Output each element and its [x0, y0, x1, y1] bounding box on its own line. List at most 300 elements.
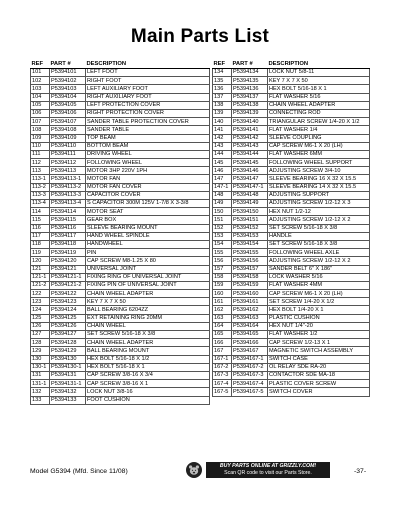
ref-cell: 130	[31, 355, 50, 363]
description-cell: BALL BEARING MOUNT	[86, 347, 210, 355]
ref-cell: 159	[213, 281, 232, 289]
table-row	[213, 118, 370, 126]
table-row	[31, 183, 210, 191]
description-cell: S CAPACITOR 300M 125V 1-7/8 X 3-3/8	[86, 200, 210, 208]
description-cell: SWITCH COVER	[268, 388, 370, 396]
description-cell: HEX BOLT 5/16-18 X 1	[86, 363, 210, 371]
part-number-cell: P5394156	[232, 257, 268, 265]
table-row	[213, 101, 370, 109]
ref-cell: 136	[213, 85, 232, 93]
table-row	[31, 314, 210, 322]
description-cell: SLEEVE BEARING MOUNT	[86, 224, 210, 232]
ref-cell: 161	[213, 298, 232, 306]
table-row	[31, 224, 210, 232]
description-cell: ADJUSTING SCREW 1/2-12 X 3	[268, 200, 370, 208]
part-number-cell: P5394130	[50, 355, 86, 363]
part-number-cell: P5394151	[232, 216, 268, 224]
part-number-cell: P5394131	[50, 371, 86, 379]
ref-cell: 162	[213, 306, 232, 314]
ref-cell: 138	[213, 101, 232, 109]
ref-cell: 153	[213, 232, 232, 240]
description-cell: TOP BEAM	[86, 134, 210, 142]
table-row	[213, 298, 370, 306]
part-number-cell: P5394141	[232, 126, 268, 134]
ref-cell: 121-1	[31, 273, 50, 281]
ref-cell: 120	[31, 257, 50, 265]
part-number-cell: P5394152	[232, 224, 268, 232]
description-cell: EXT RETAINING RING 20MM	[86, 314, 210, 322]
table-row	[31, 142, 210, 150]
parts-table-left	[30, 60, 210, 405]
description-cell: SET SCREW 5/16-18 X 3/8	[268, 240, 370, 248]
ref-cell: 142	[213, 134, 232, 142]
description-cell: KEY 7 X 7 X 50	[268, 77, 370, 85]
table-row	[31, 273, 210, 281]
table-row	[213, 85, 370, 93]
col-header-part: PART #	[50, 60, 86, 69]
description-cell: HANDLE	[268, 232, 370, 240]
ref-cell: 111	[31, 150, 50, 158]
part-number-cell: P5394134	[232, 69, 268, 77]
ref-cell: 107	[31, 118, 50, 126]
part-number-cell: P5394102	[50, 77, 86, 85]
description-cell: UNIVERSAL JOINT	[86, 265, 210, 273]
part-number-cell: P5394113-3	[50, 191, 86, 199]
description-cell: DRIVING WHEEL	[86, 150, 210, 158]
table-row	[213, 69, 370, 77]
description-cell: CAP SCREW M6-1 X 20 (LH)	[268, 142, 370, 150]
parts-store-banner[interactable]	[206, 462, 330, 478]
table-row	[213, 159, 370, 167]
part-number-cell: P5394125	[50, 314, 86, 322]
part-number-cell: P5394167-2	[232, 363, 268, 371]
part-number-cell: P5394111	[50, 150, 86, 158]
table-row	[31, 265, 210, 273]
description-cell: KEY 7 X 7 X 50	[86, 298, 210, 306]
description-cell: HEX BOLT 5/16-18 X 1	[268, 85, 370, 93]
part-number-cell: P5394129	[50, 347, 86, 355]
description-cell: FLAT WASHER 1/2	[268, 331, 370, 339]
parts-table-right	[212, 60, 370, 397]
part-number-cell: P5394137	[232, 93, 268, 101]
description-cell: FOLLOWING WHEEL SUPPORT	[268, 159, 370, 167]
description-cell: MOTOR SEAT	[86, 208, 210, 216]
table-row	[213, 249, 370, 257]
ref-cell: 101	[31, 69, 50, 77]
part-number-cell: P5394130-1	[50, 363, 86, 371]
table-row	[213, 93, 370, 101]
table-row	[31, 118, 210, 126]
description-cell: FIXING PIN OF UNIVERSAL JOINT	[86, 281, 210, 289]
table-row	[31, 126, 210, 134]
description-cell: CHAIN WHEEL	[86, 322, 210, 330]
table-row	[31, 208, 210, 216]
part-number-cell: P5394167	[232, 347, 268, 355]
description-cell: ADJUSTING SUPPORT	[268, 191, 370, 199]
table-row	[213, 77, 370, 85]
ref-cell: 133	[31, 396, 50, 404]
table-row	[213, 232, 370, 240]
table-row	[213, 167, 370, 175]
part-number-cell: P5394121-1	[50, 273, 86, 281]
part-number-cell: P5394140	[232, 118, 268, 126]
ref-cell: 150	[213, 208, 232, 216]
part-number-cell: P5394124	[50, 306, 86, 314]
description-cell: FLAT WASHER 6MM	[268, 150, 370, 158]
part-number-cell: P5394144	[232, 150, 268, 158]
table-row	[31, 134, 210, 142]
description-cell: SANDER TABLE PROTECTION COVER	[86, 118, 210, 126]
description-cell: BOTTOM BEAM	[86, 142, 210, 150]
ref-cell: 149	[213, 200, 232, 208]
ref-cell: 115	[31, 216, 50, 224]
description-cell: HAND WHEEL SPINDLE	[86, 232, 210, 240]
table-row	[213, 183, 370, 191]
ref-cell: 132	[31, 388, 50, 396]
description-cell: MOTOR 3HP 220V 1PH	[86, 167, 210, 175]
part-number-cell: P5394163	[232, 314, 268, 322]
table-row	[31, 85, 210, 93]
part-number-cell: P5394150	[232, 208, 268, 216]
description-cell: ADJUSTING SCREW 1/2-12 X 2	[268, 257, 370, 265]
ref-cell: 148	[213, 191, 232, 199]
description-cell: FOLLOWING WHEEL AXLE	[268, 249, 370, 257]
part-number-cell: P5394118	[50, 240, 86, 248]
ref-cell: 146	[213, 167, 232, 175]
ref-cell: 114	[31, 208, 50, 216]
part-number-cell: P5394119	[50, 249, 86, 257]
ref-cell: 127	[31, 331, 50, 339]
description-cell: ADJUSTING SCREW 3/4-10	[268, 167, 370, 175]
description-cell: SANDER TABLE	[86, 126, 210, 134]
table-row	[213, 224, 370, 232]
part-number-cell: P5394167-5	[232, 388, 268, 396]
part-number-cell: P5394138	[232, 101, 268, 109]
description-cell: CAP SCREW 1/2-13 X 1	[268, 339, 370, 347]
ref-cell: 130-1	[31, 363, 50, 371]
ref-cell: 141	[213, 126, 232, 134]
table-row	[213, 273, 370, 281]
table-row	[31, 159, 210, 167]
description-cell: MOTOR FAN COVER	[86, 183, 210, 191]
ref-cell: 109	[31, 134, 50, 142]
banner-subtext: Scan QR code to visit our Parts Store.	[224, 470, 312, 476]
table-row	[213, 150, 370, 158]
description-cell: FLAT WASHER 5/16	[268, 93, 370, 101]
part-number-cell: P5394159	[232, 281, 268, 289]
description-cell: PIN	[86, 249, 210, 257]
ref-cell: 102	[31, 77, 50, 85]
ref-cell: 155	[213, 249, 232, 257]
table-row	[213, 216, 370, 224]
table-row	[31, 77, 210, 85]
table-row	[31, 388, 210, 396]
ref-cell: 113-4	[31, 200, 50, 208]
part-number-cell: P5394108	[50, 126, 86, 134]
description-cell: FOLLOWING WHEEL	[86, 159, 210, 167]
col-header-description: DESCRIPTION	[86, 60, 210, 69]
part-number-cell: P5394149	[232, 200, 268, 208]
ref-cell: 122	[31, 290, 50, 298]
part-number-cell: P5394121	[50, 265, 86, 273]
banner-headline: BUY PARTS ONLINE AT GRIZZLY.COM!	[219, 463, 317, 469]
part-number-cell: P5394155	[232, 249, 268, 257]
ref-cell: 112	[31, 159, 50, 167]
description-cell: FLAT WASHER 1/4	[268, 126, 370, 134]
table-row	[31, 109, 210, 117]
table-header-row	[31, 60, 210, 69]
ref-cell: 144	[213, 150, 232, 158]
ref-cell: 139	[213, 109, 232, 117]
table-row	[31, 257, 210, 265]
part-number-cell: P5394104	[50, 93, 86, 101]
description-cell: TRIANGULAR SCREW 1/4-20 X 1/2	[268, 118, 370, 126]
description-cell: HANDWHEEL	[86, 240, 210, 248]
description-cell: LOCK NUT 3/8-16	[86, 388, 210, 396]
table-row	[31, 150, 210, 158]
ref-cell: 135	[213, 77, 232, 85]
table-row	[213, 306, 370, 314]
ref-cell: 113-2	[31, 183, 50, 191]
ref-cell: 145	[213, 159, 232, 167]
ref-cell: 121-2	[31, 281, 50, 289]
ref-cell: 158	[213, 273, 232, 281]
ref-cell: 108	[31, 126, 50, 134]
table-row	[213, 347, 370, 355]
table-row	[31, 191, 210, 199]
ref-cell: 113-3	[31, 191, 50, 199]
table-row	[31, 380, 210, 388]
ref-cell: 124	[31, 306, 50, 314]
description-cell: FIXING RING OF UNIVERSAL JOINT	[86, 273, 210, 281]
description-cell: BALL BEARING 6204ZZ	[86, 306, 210, 314]
part-number-cell: P5394160	[232, 290, 268, 298]
table-row	[213, 175, 370, 183]
table-row	[31, 363, 210, 371]
table-row	[31, 281, 210, 289]
description-cell: HEX NUT 1/2-12	[268, 208, 370, 216]
ref-cell: 118	[31, 240, 50, 248]
table-row	[31, 347, 210, 355]
description-cell: LOCK WASHER 5/16	[268, 273, 370, 281]
description-cell: CAP SCREW M8-1.25 X 80	[86, 257, 210, 265]
table-row	[31, 371, 210, 379]
ref-cell: 129	[31, 347, 50, 355]
part-number-cell: P5394158	[232, 273, 268, 281]
part-number-cell: P5394167-4	[232, 380, 268, 388]
table-row	[213, 388, 370, 396]
table-row	[213, 363, 370, 371]
table-row	[31, 101, 210, 109]
ref-cell: 156	[213, 257, 232, 265]
part-number-cell: P5394110	[50, 142, 86, 150]
description-cell: PLASTIC CUSHION	[268, 314, 370, 322]
ref-cell: 103	[31, 85, 50, 93]
description-cell: LEFT AUXILIARY FOOT	[86, 85, 210, 93]
table-row	[31, 69, 210, 77]
part-number-cell: P5394113-2	[50, 183, 86, 191]
ref-cell: 119	[31, 249, 50, 257]
table-row	[31, 306, 210, 314]
table-row	[31, 396, 210, 404]
part-number-cell: P5394143	[232, 142, 268, 150]
description-cell: PLASTIC COVER SCREW	[268, 380, 370, 388]
col-header-ref: REF	[31, 60, 50, 69]
ref-cell: 131-1	[31, 380, 50, 388]
part-number-cell: P5394116	[50, 224, 86, 232]
table-row	[213, 314, 370, 322]
ref-cell: 123	[31, 298, 50, 306]
table-row	[213, 322, 370, 330]
description-cell: SET SCREW 5/16-18 X 3/8	[86, 331, 210, 339]
ref-cell: 140	[213, 118, 232, 126]
part-number-cell: P5394115	[50, 216, 86, 224]
ref-cell: 167-2	[213, 363, 232, 371]
table-row	[213, 240, 370, 248]
table-row	[31, 200, 210, 208]
part-number-cell: P5394120	[50, 257, 86, 265]
ref-cell: 137	[213, 93, 232, 101]
table-row	[213, 126, 370, 134]
part-number-cell: P5394113-1	[50, 175, 86, 183]
part-number-cell: P5394139	[232, 109, 268, 117]
part-number-cell: P5394136	[232, 85, 268, 93]
description-cell: GEAR BOX	[86, 216, 210, 224]
part-number-cell: P5394122	[50, 290, 86, 298]
ref-cell: 117	[31, 232, 50, 240]
part-number-cell: P5394109	[50, 134, 86, 142]
part-number-cell: P5394165	[232, 331, 268, 339]
part-number-cell: P5394147	[232, 175, 268, 183]
part-number-cell: P5394147-1	[232, 183, 268, 191]
description-cell: OL RELAY SDE RA-20	[268, 363, 370, 371]
part-number-cell: P5394114	[50, 208, 86, 216]
part-number-cell: P5394132	[50, 388, 86, 396]
part-number-cell: P5394107	[50, 118, 86, 126]
part-number-cell: P5394142	[232, 134, 268, 142]
ref-cell: 125	[31, 314, 50, 322]
ref-cell: 105	[31, 101, 50, 109]
part-number-cell: P5394166	[232, 339, 268, 347]
description-cell: HEX BOLT 1/4-20 X 1	[268, 306, 370, 314]
ref-cell: 147	[213, 175, 232, 183]
table-row	[31, 93, 210, 101]
description-cell: FLAT WASHER 4MM	[268, 281, 370, 289]
page-title: Main Parts List	[130, 26, 270, 47]
part-number-cell: P5394103	[50, 85, 86, 93]
ref-cell: 143	[213, 142, 232, 150]
ref-cell: 128	[31, 339, 50, 347]
description-cell: CAP SCREW 3/8-16 X 1	[86, 380, 210, 388]
ref-cell: 152	[213, 224, 232, 232]
col-header-description: DESCRIPTION	[268, 60, 370, 69]
ref-cell: 116	[31, 224, 50, 232]
part-number-cell: P5394162	[232, 306, 268, 314]
ref-cell: 131	[31, 371, 50, 379]
description-cell: HEX BOLT 5/16-18 X 1/2	[86, 355, 210, 363]
ref-cell: 167-5	[213, 388, 232, 396]
description-cell: LEFT FOOT	[86, 69, 210, 77]
ref-cell: 106	[31, 109, 50, 117]
table-row	[31, 167, 210, 175]
ref-cell: 166	[213, 339, 232, 347]
part-number-cell: P5394145	[232, 159, 268, 167]
table-row	[213, 134, 370, 142]
table-row	[31, 216, 210, 224]
grizzly-bear-logo-icon	[186, 462, 202, 478]
ref-cell: 113	[31, 167, 50, 175]
table-row	[31, 355, 210, 363]
part-number-cell: P5394154	[232, 240, 268, 248]
part-number-cell: P5394148	[232, 191, 268, 199]
part-number-cell: P5394101	[50, 69, 86, 77]
table-row	[31, 232, 210, 240]
description-cell: CHAIN WHEEL ADAPTER	[86, 339, 210, 347]
table-row	[31, 240, 210, 248]
description-cell: SANDER BELT 6" X 186"	[268, 265, 370, 273]
col-header-ref: REF	[213, 60, 232, 69]
ref-cell: 134	[213, 69, 232, 77]
description-cell: SLEEVE COUPLING	[268, 134, 370, 142]
part-number-cell: P5394127	[50, 331, 86, 339]
description-cell: CONNECTING ROD	[268, 109, 370, 117]
table-row	[213, 339, 370, 347]
part-number-cell: P5394157	[232, 265, 268, 273]
description-cell: RIGHT PROTECTION COVER	[86, 109, 210, 117]
table-row	[213, 265, 370, 273]
ref-cell: 167	[213, 347, 232, 355]
description-cell: CAP SCREW 3/8-16 X 3/4	[86, 371, 210, 379]
ref-cell: 147-1	[213, 183, 232, 191]
table-row	[31, 298, 210, 306]
part-number-cell: P5394117	[50, 232, 86, 240]
table-header-row	[213, 60, 370, 69]
description-cell: LOCK NUT 5/8-11	[268, 69, 370, 77]
part-number-cell: P5394167-1	[232, 355, 268, 363]
part-number-cell: P5394105	[50, 101, 86, 109]
part-number-cell: P5394161	[232, 298, 268, 306]
ref-cell: 164	[213, 322, 232, 330]
description-cell: ADJUSTING SCREW 1/2-12 X 2	[268, 216, 370, 224]
table-row	[31, 290, 210, 298]
page-number: -37-	[354, 468, 367, 475]
description-cell: SLEEVE BEARING 16 X 32 X 15.5	[268, 175, 370, 183]
table-row	[213, 109, 370, 117]
ref-cell: 167-1	[213, 355, 232, 363]
table-row	[31, 339, 210, 347]
table-row	[213, 142, 370, 150]
table-row	[213, 290, 370, 298]
description-cell: MOTOR FAN	[86, 175, 210, 183]
description-cell: HEX NUT 1/4"-20	[268, 322, 370, 330]
table-row	[213, 191, 370, 199]
ref-cell: 154	[213, 240, 232, 248]
part-number-cell: P5394112	[50, 159, 86, 167]
part-number-cell: P5394167-3	[232, 371, 268, 379]
table-row	[213, 371, 370, 379]
table-row	[31, 175, 210, 183]
ref-cell: 151	[213, 216, 232, 224]
table-row	[213, 331, 370, 339]
description-cell: SLEEVE BEARING 14 X 32 X 15.5	[268, 183, 370, 191]
part-number-cell: P5394106	[50, 109, 86, 117]
part-number-cell: P5394131-1	[50, 380, 86, 388]
description-cell: RIGHT AUXILIARY FOOT	[86, 93, 210, 101]
ref-cell: 104	[31, 93, 50, 101]
description-cell: CHAIN WHEEL ADAPTER	[268, 101, 370, 109]
part-number-cell: P5394113-4	[50, 200, 86, 208]
table-row	[31, 249, 210, 257]
